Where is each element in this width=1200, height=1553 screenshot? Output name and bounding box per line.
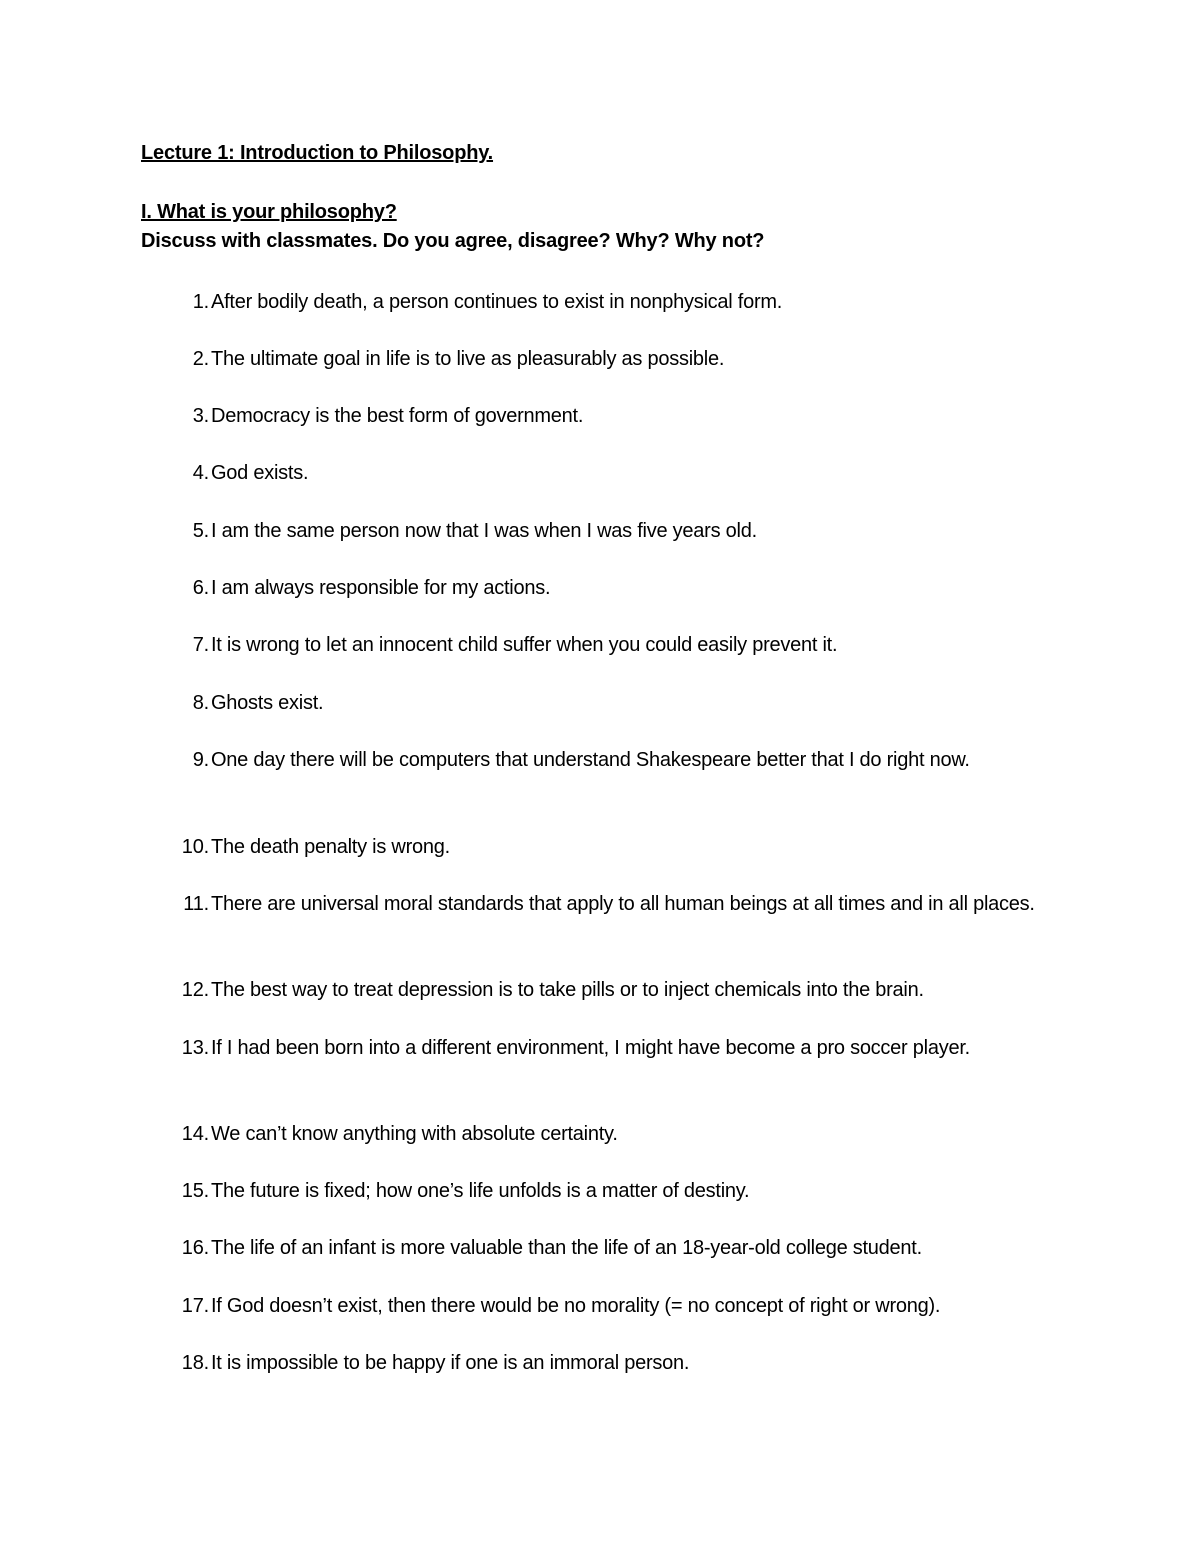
list-item-number: 4. bbox=[192, 462, 209, 484]
list-item-text: I am always responsible for my actions. bbox=[211, 577, 551, 599]
list-item-number: 14. bbox=[181, 1123, 209, 1145]
list-item-number: 7. bbox=[192, 634, 209, 656]
list-item-number: 12. bbox=[181, 979, 209, 1001]
list-item-text: We can’t know anything with absolute certainty. bbox=[211, 1123, 618, 1145]
list-item-number: 15. bbox=[181, 1180, 209, 1202]
list-item-number: 17. bbox=[181, 1295, 209, 1317]
list-item-text: It is wrong to let an innocent child suffer when you could easily prevent it. bbox=[211, 634, 838, 656]
list-item-number: 18. bbox=[181, 1352, 209, 1374]
list-item-number: 16. bbox=[181, 1237, 209, 1259]
list-item-number: 13. bbox=[181, 1037, 209, 1059]
list-item-number: 10. bbox=[181, 836, 209, 858]
list-item-text: One day there will be computers that understand Shakespeare better that I do right now. bbox=[211, 749, 970, 771]
list-item-text: The life of an infant is more valuable than the life of an 18-year-old college student. bbox=[211, 1237, 922, 1259]
list-item-text: The best way to treat depression is to take pills or to inject chemicals into the brain. bbox=[211, 979, 924, 1001]
list-item-text: It is impossible to be happy if one is an immoral person. bbox=[211, 1352, 690, 1374]
list-item-number: 3. bbox=[192, 405, 209, 427]
section-instruction: Discuss with classmates. Do you agree, disagree? Why? Why not? bbox=[141, 230, 765, 252]
list-item-text: If God doesn’t exist, then there would be no morality (= no concept of right or wrong). bbox=[211, 1295, 941, 1317]
list-item-number: 2. bbox=[192, 348, 209, 370]
list-item-text: The future is fixed; how one’s life unfolds is a matter of destiny. bbox=[211, 1180, 750, 1202]
list-item-number: 9. bbox=[192, 749, 209, 771]
list-item-number: 11. bbox=[183, 893, 209, 915]
list-item-number: 5. bbox=[192, 520, 209, 542]
list-item-text: Democracy is the best form of government. bbox=[211, 405, 584, 427]
section-heading: I. What is your philosophy? bbox=[141, 201, 397, 223]
list-item-text: If I had been born into a different environment, I might have become a pro soccer player. bbox=[211, 1037, 970, 1059]
list-item-number: 1. bbox=[192, 291, 209, 313]
list-item-text: I am the same person now that I was when I was five years old. bbox=[211, 520, 757, 542]
document-title: Lecture 1: Introduction to Philosophy. bbox=[141, 142, 494, 164]
list-item-number: 8. bbox=[192, 692, 209, 714]
list-item-text: There are universal moral standards that apply to all human beings at all times and in all places. bbox=[211, 893, 1035, 915]
list-item-text: After bodily death, a person continues to exist in nonphysical form. bbox=[211, 291, 783, 313]
list-item-text: The ultimate goal in life is to live as pleasurably as possible. bbox=[211, 348, 725, 370]
list-item-text: The death penalty is wrong. bbox=[211, 836, 450, 858]
list-item-text: God exists. bbox=[211, 462, 309, 484]
list-item-number: 6. bbox=[192, 577, 209, 599]
list-item-text: Ghosts exist. bbox=[211, 692, 324, 714]
